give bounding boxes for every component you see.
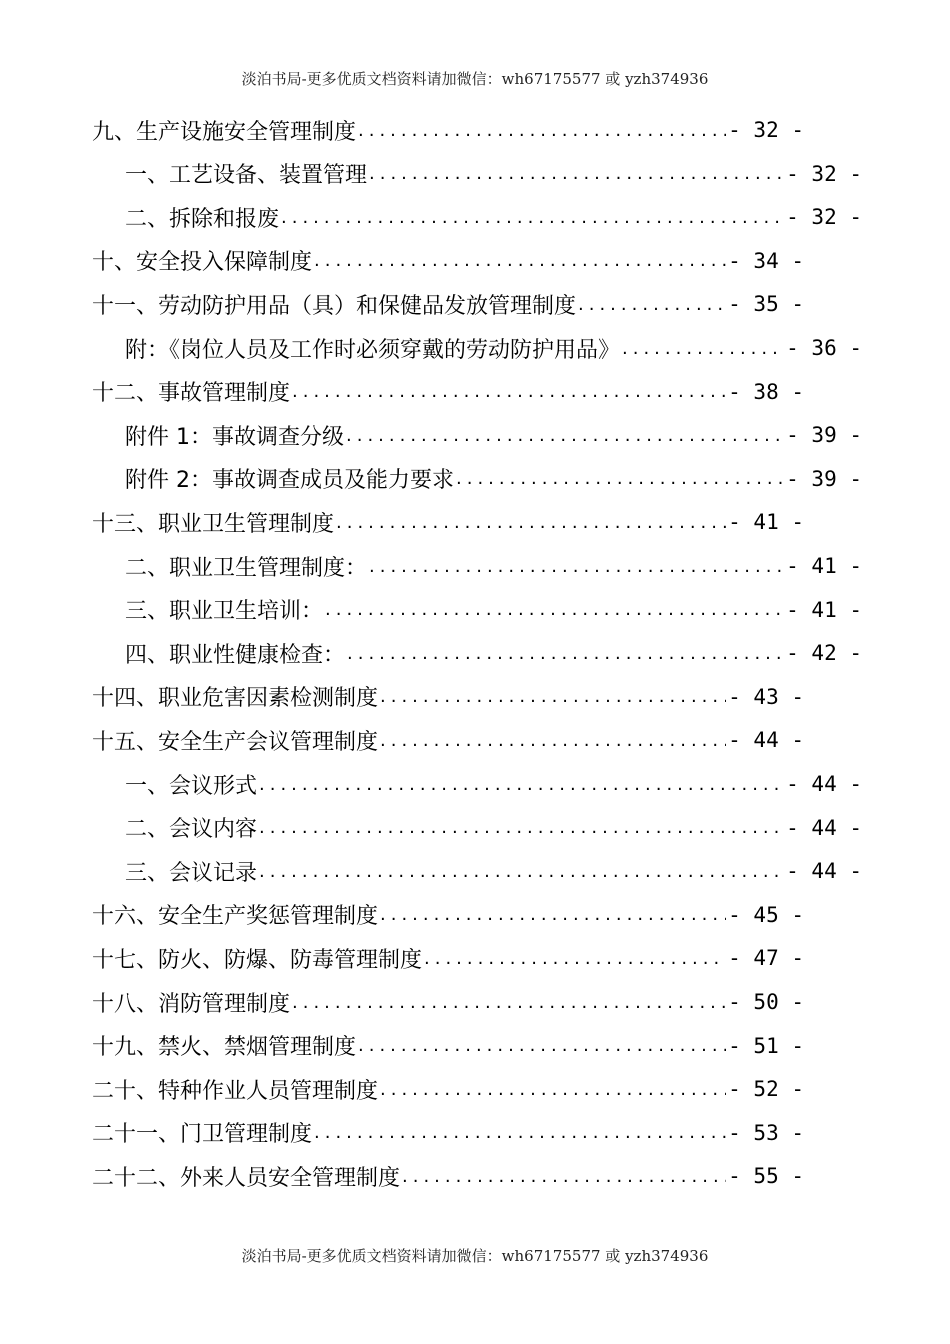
toc-entry-title: 十四、职业危害因素检测制度 [92, 686, 379, 712]
toc-entry-title: 二十一、门卫管理制度 [92, 1122, 313, 1148]
toc-entry-page: - 51 - [728, 1033, 804, 1058]
toc-entry-page: - 32 - [728, 118, 804, 142]
dot-leader [347, 643, 784, 664]
dot-leader [292, 992, 726, 1013]
toc-entry-page: - 32 - [786, 205, 862, 230]
toc-entry-page: - 44 - [786, 772, 862, 796]
toc-entry-page: - 32 - [786, 161, 862, 186]
toc-entry[interactable] [125, 849, 862, 893]
dot-leader [336, 512, 726, 533]
toc-entry[interactable] [125, 326, 862, 370]
toc-entry-page: - 39 - [786, 423, 862, 448]
toc-entry-title: 十一、劳动防护用品（具）和保健品发放管理制度 [92, 293, 577, 319]
toc-entry-page: - 43 - [728, 684, 804, 709]
toc-entry-title: 二、职业卫生管理制度： [125, 555, 368, 581]
toc-entry[interactable] [92, 980, 804, 1024]
toc-entry[interactable] [125, 195, 862, 239]
toc-entry-title: 二、拆除和报废 [125, 206, 280, 232]
toc-entry-title: 一、会议形式 [125, 773, 258, 799]
toc-entry-title: 附：《岗位人员及工作时必须穿戴的劳动防护用品》 [125, 337, 621, 363]
toc-entry-title: 二、会议内容 [125, 817, 258, 843]
dot-leader [358, 120, 726, 141]
toc-entry[interactable] [125, 762, 862, 806]
toc-entry[interactable] [92, 1154, 804, 1198]
toc-entry[interactable] [92, 936, 804, 980]
toc-entry-page: - 44 - [786, 815, 862, 840]
dot-leader [259, 861, 784, 882]
toc-entry[interactable] [125, 544, 862, 588]
toc-entry-title: 十七、防火、防爆、防毒管理制度 [92, 947, 423, 973]
toc-entry-title: 十八、消防管理制度 [92, 991, 291, 1017]
page-footer: 淡泊书局-更多优质文档资料请加微信：wh67175577 或 yzh374936 [241, 1247, 709, 1265]
toc-entry-title: 附件 1：事故调查分级 [125, 424, 344, 450]
toc-entry-page: - 52 - [728, 1077, 804, 1102]
toc-entry-title: 十六、安全生产奖惩管理制度 [92, 904, 379, 930]
toc-entry-title: 十二、事故管理制度 [92, 381, 291, 407]
toc-entry-page: - 47 - [728, 946, 804, 971]
toc-entry[interactable] [92, 1067, 804, 1111]
toc-entry-page: - 38 - [728, 379, 804, 404]
toc-entry-title: 十五、安全生产会议管理制度 [92, 729, 379, 755]
toc-entry-page: - 41 - [786, 597, 862, 622]
toc-entry-title: 十三、职业卫生管理制度 [92, 511, 335, 537]
dot-leader [380, 730, 726, 751]
toc-entry-title: 三、职业卫生培训： [125, 599, 324, 625]
toc-entry-page: - 45 - [728, 902, 804, 927]
toc-entry[interactable] [92, 108, 804, 152]
toc-entry[interactable] [125, 413, 862, 457]
dot-leader [424, 948, 726, 969]
toc-entry-title: 一、工艺设备、装置管理 [125, 163, 368, 189]
dot-leader [380, 1079, 726, 1100]
dot-leader [456, 468, 784, 489]
toc-entry[interactable] [125, 631, 862, 675]
dot-leader [314, 250, 726, 271]
toc-entry-title: 九、生产设施安全管理制度 [92, 119, 357, 145]
dot-leader [369, 556, 784, 577]
toc-entry[interactable] [92, 282, 804, 326]
dot-leader [325, 599, 784, 620]
toc-entry[interactable] [92, 1111, 804, 1155]
page-header: 淡泊书局-更多优质文档资料请加微信：wh67175577 或 yzh374936 [241, 70, 709, 88]
toc-entry-page: - 42 - [786, 641, 862, 666]
dot-leader [380, 686, 726, 707]
toc-entry-title: 三、会议记录 [125, 860, 258, 886]
toc-entry-page: - 55 - [728, 1164, 804, 1189]
toc-entry[interactable] [92, 370, 804, 414]
toc-entry[interactable] [92, 675, 804, 719]
toc-entry-title: 四、职业性健康检查： [125, 642, 346, 668]
toc-entry[interactable] [92, 239, 804, 283]
toc-entry-page: - 39 - [786, 466, 862, 491]
dot-leader [369, 163, 784, 184]
dot-leader [578, 294, 726, 315]
toc-entry[interactable] [92, 893, 804, 937]
toc-entry-page: - 41 - [786, 554, 862, 578]
dot-leader [281, 207, 784, 228]
dot-leader [259, 817, 784, 838]
toc-entry[interactable] [125, 806, 862, 850]
dot-leader [380, 904, 726, 925]
toc-entry-title: 十、安全投入保障制度 [92, 250, 313, 276]
dot-leader [622, 338, 784, 359]
dot-leader [314, 1122, 726, 1143]
toc-entry-page: - 50 - [728, 990, 804, 1014]
toc-entry[interactable] [92, 718, 804, 762]
dot-leader [358, 1035, 726, 1056]
dot-leader [292, 381, 726, 402]
dot-leader [402, 1166, 726, 1187]
toc-entry-title: 二十、特种作业人员管理制度 [92, 1078, 379, 1104]
toc-entry-page: - 35 - [728, 292, 804, 317]
toc-entry[interactable] [92, 1024, 804, 1068]
dot-leader [346, 425, 784, 446]
toc-entry-title: 二十二、外来人员安全管理制度 [92, 1165, 401, 1191]
toc-entry-page: - 41 - [728, 510, 804, 535]
toc-entry-page: - 44 - [728, 728, 804, 753]
toc-entry-page: - 53 - [728, 1120, 804, 1145]
toc-entry[interactable] [92, 500, 804, 544]
toc-entry-page: - 44 - [786, 859, 862, 884]
toc-entry-title: 附件 2：事故调查成员及能力要求 [125, 468, 454, 494]
toc-entry-page: - 34 - [728, 248, 804, 273]
toc-entry[interactable] [125, 588, 862, 632]
toc-entry-title: 十九、禁火、禁烟管理制度 [92, 1035, 357, 1061]
toc-entry[interactable] [125, 152, 862, 196]
toc-entry-page: - 36 - [786, 336, 862, 360]
toc-entry[interactable] [125, 457, 862, 501]
dot-leader [259, 774, 784, 795]
